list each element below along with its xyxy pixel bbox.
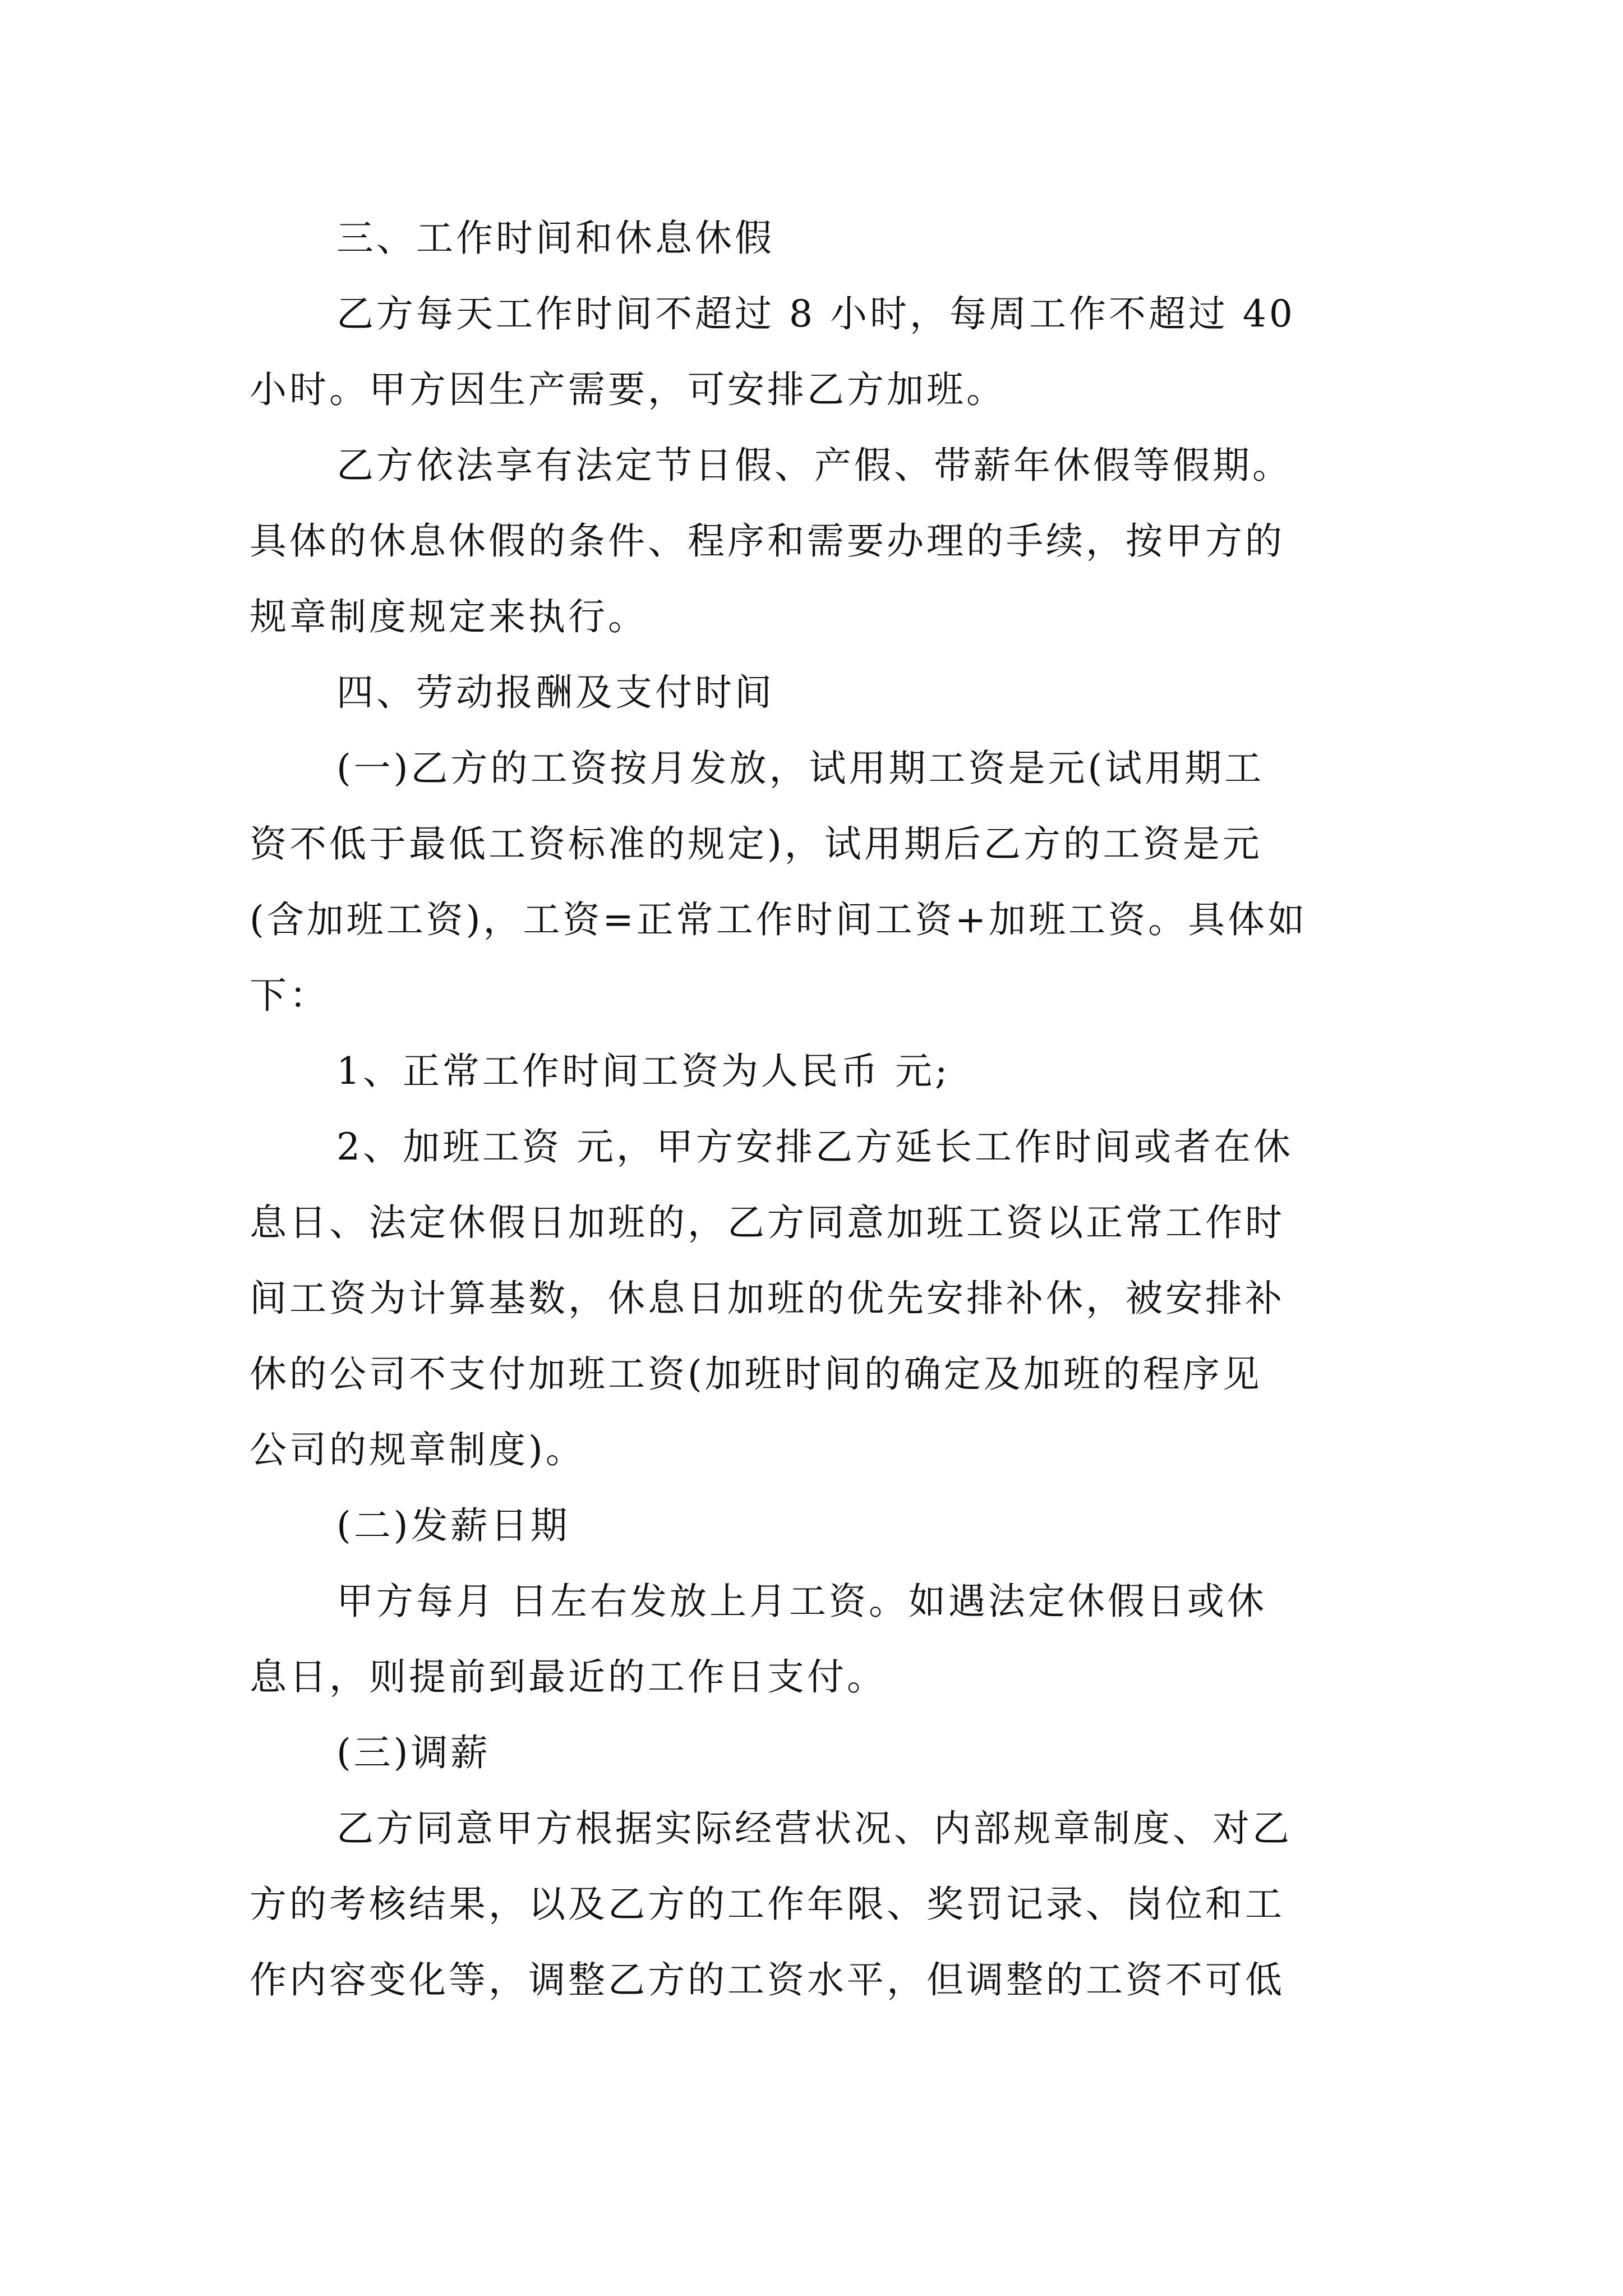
paragraph-line: 乙方每天工作时间不超过 8 小时，每周工作不超过 40 (336, 292, 1295, 335)
paragraph-line: 息日，则提前到最近的工作日支付。 (250, 1655, 887, 1699)
paragraph-line: 作内容变化等，调整乙方的工资水平，但调整的工资不可低 (250, 1958, 1285, 2001)
paragraph-line: 公司的规章制度)。 (250, 1428, 585, 1471)
paragraph-line: 1、正常工作时间工资为人民币 元; (336, 1050, 951, 1093)
paragraph-line: 2、加班工资 元，甲方安排乙方延长工作时间或者在休 (336, 1125, 1293, 1168)
paragraph-line: 乙方同意甲方根据实际经营状况、内部规章制度、对乙 (336, 1807, 1292, 1850)
section-heading-work-hours: 三、工作时间和休息休假 (336, 217, 774, 260)
paragraph-line: 间工资为计算基数，休息日加班的优先安排补休，被安排补 (250, 1277, 1285, 1320)
subsection-heading-pay-date: (二)发薪日期 (336, 1504, 570, 1547)
paragraph-line: 休的公司不支付加班工资(加班时间的确定及加班的程序见 (250, 1352, 1262, 1396)
paragraph-line: (含加班工资)，工资=正常工作时间工资+加班工资。具体如 (250, 898, 1308, 941)
paragraph-line: 下： (250, 974, 329, 1017)
paragraph-line: 乙方依法享有法定节日假、产假、带薪年休假等假期。 (336, 444, 1292, 487)
paragraph-line: 小时。甲方因生产需要，可安排乙方加班。 (250, 368, 1006, 411)
paragraph-line: 息日、法定休假日加班的，乙方同意加班工资以正常工作时 (250, 1201, 1285, 1244)
paragraph-line: 方的考核结果，以及乙方的工作年限、奖罚记录、岗位和工 (250, 1883, 1285, 1926)
paragraph-line: 规章制度规定来执行。 (250, 595, 648, 638)
section-heading-remuneration: 四、劳动报酬及支付时间 (336, 671, 774, 714)
paragraph-line: (一)乙方的工资按月发放，试用期工资是元(试用期工 (336, 747, 1265, 790)
paragraph-line: 甲方每月 日左右发放上月工资。如遇法定休假日或休 (336, 1580, 1267, 1623)
subsection-heading-salary-adjustment: (三)调薪 (336, 1731, 491, 1774)
paragraph-line: 资不低于最低工资标准的规定)，试用期后乙方的工资是元 (250, 822, 1262, 866)
paragraph-line: 具体的休息休假的条件、程序和需要办理的手续，按甲方的 (250, 519, 1285, 563)
